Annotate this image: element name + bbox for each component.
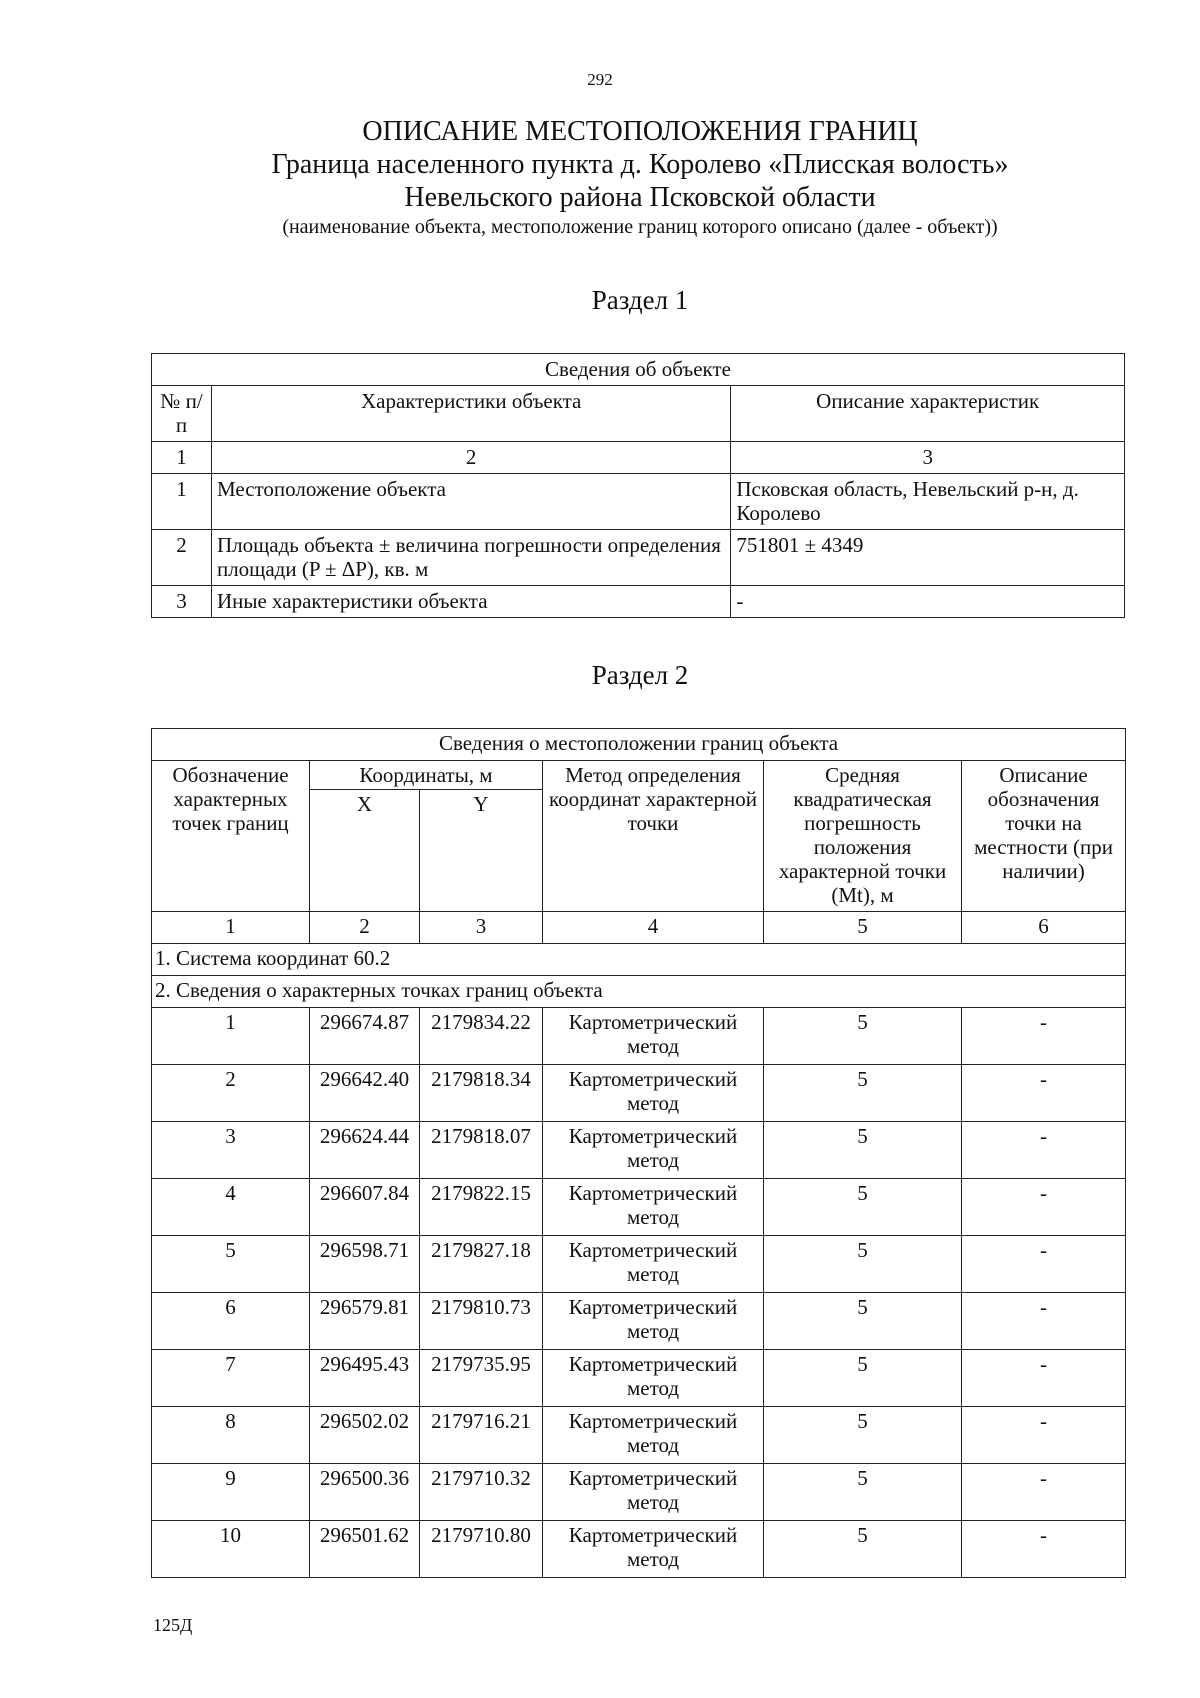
description-cell: - <box>731 586 1125 618</box>
table-row <box>152 474 1125 530</box>
coordinate-system: 1. Система координат 60.2 <box>152 944 1126 976</box>
characteristic-cell: Площадь объекта ± величина погрешности определения площади (P ± ΔP), кв. м <box>211 530 730 586</box>
point-description-cell: - <box>962 1065 1126 1122</box>
method-cell: Картометрический метод <box>543 1179 764 1236</box>
error-cell: 5 <box>764 1293 962 1350</box>
y-coordinate-cell: 2179716.21 <box>420 1407 543 1464</box>
footer-code: 125Д <box>153 1615 193 1635</box>
x-coordinate-cell: 296607.84 <box>310 1179 420 1236</box>
point-description-cell: - <box>962 1521 1126 1578</box>
table-row <box>152 1065 1126 1122</box>
method-cell: Картометрический метод <box>543 1008 764 1065</box>
header-point: Обозначение характерных точек границ <box>152 761 310 912</box>
table-row <box>152 1350 1126 1407</box>
x-coordinate-cell: 296501.62 <box>310 1521 420 1578</box>
column-number: 1 <box>152 442 212 474</box>
x-coordinate-cell: 296579.81 <box>310 1293 420 1350</box>
title-note: (наименование объекта, местоположение границ которого описано (далее - объект)) <box>282 216 998 238</box>
header-characteristic: Характеристики объекта <box>211 386 730 442</box>
row-number: 2 <box>152 530 212 586</box>
point-description-cell: - <box>962 1293 1126 1350</box>
characteristic-cell: Местоположение объекта <box>211 474 730 530</box>
y-coordinate-cell: 2179735.95 <box>420 1350 543 1407</box>
section-2-heading: Раздел 2 <box>591 660 689 690</box>
characteristic-cell: Иные характеристики объекта <box>211 586 730 618</box>
point-description-cell: - <box>962 1350 1126 1407</box>
y-coordinate-cell: 2179834.22 <box>420 1008 543 1065</box>
table-row <box>152 1008 1126 1065</box>
method-cell: Картометрический метод <box>543 1407 764 1464</box>
table-title: Сведения об объекте <box>152 354 1125 386</box>
x-coordinate-cell: 296598.71 <box>310 1236 420 1293</box>
header-y: Y <box>420 790 543 912</box>
point-description-cell: - <box>962 1008 1126 1065</box>
page-number: 292 <box>587 70 613 89</box>
header-coordinates: Координаты, м <box>310 761 543 790</box>
method-cell: Картометрический метод <box>543 1122 764 1179</box>
column-number: 2 <box>211 442 730 474</box>
y-coordinate-cell: 2179818.07 <box>420 1122 543 1179</box>
point-description-cell: - <box>962 1407 1126 1464</box>
title-line-3: Невельского района Псковской области <box>404 182 876 213</box>
description-cell: 751801 ± 4349 <box>731 530 1125 586</box>
error-cell: 5 <box>764 1350 962 1407</box>
point-label-cell: 5 <box>152 1236 310 1293</box>
error-cell: 5 <box>764 1065 962 1122</box>
table-row <box>152 1464 1126 1521</box>
table-row <box>152 1293 1126 1350</box>
y-coordinate-cell: 2179710.32 <box>420 1464 543 1521</box>
method-cell: Картометрический метод <box>543 1521 764 1578</box>
point-label-cell: 8 <box>152 1407 310 1464</box>
table-row <box>152 1179 1126 1236</box>
x-coordinate-cell: 296502.02 <box>310 1407 420 1464</box>
x-coordinate-cell: 296495.43 <box>310 1350 420 1407</box>
method-cell: Картометрический метод <box>543 1350 764 1407</box>
section-1-heading: Раздел 1 <box>591 285 689 315</box>
point-label-cell: 2 <box>152 1065 310 1122</box>
header-number: № п/п <box>152 386 212 442</box>
y-coordinate-cell: 2179822.15 <box>420 1179 543 1236</box>
error-cell: 5 <box>764 1122 962 1179</box>
points-body <box>152 1008 1126 1578</box>
table-row <box>152 1236 1126 1293</box>
point-label-cell: 1 <box>152 1008 310 1065</box>
x-coordinate-cell: 296500.36 <box>310 1464 420 1521</box>
table-row <box>152 586 1125 618</box>
title-line-2: Граница населенного пункта д. Королево «Плисская волость» <box>271 149 1009 180</box>
column-number: 3 <box>420 912 543 944</box>
row-number: 1 <box>152 474 212 530</box>
point-label-cell: 6 <box>152 1293 310 1350</box>
column-number: 6 <box>962 912 1126 944</box>
header-method: Метод определения координат характерной точки <box>543 761 764 912</box>
error-cell: 5 <box>764 1407 962 1464</box>
error-cell: 5 <box>764 1464 962 1521</box>
point-description-cell: - <box>962 1122 1126 1179</box>
table-row <box>152 1407 1126 1464</box>
point-description-cell: - <box>962 1179 1126 1236</box>
x-coordinate-cell: 296624.44 <box>310 1122 420 1179</box>
point-label-cell: 3 <box>152 1122 310 1179</box>
y-coordinate-cell: 2179827.18 <box>420 1236 543 1293</box>
y-coordinate-cell: 2179710.80 <box>420 1521 543 1578</box>
table-row <box>152 1122 1126 1179</box>
column-number: 5 <box>764 912 962 944</box>
x-coordinate-cell: 296642.40 <box>310 1065 420 1122</box>
point-label-cell: 7 <box>152 1350 310 1407</box>
object-info-table <box>151 353 1125 618</box>
y-coordinate-cell: 2179818.34 <box>420 1065 543 1122</box>
column-number: 1 <box>152 912 310 944</box>
boundary-points-table <box>151 728 1126 1578</box>
error-cell: 5 <box>764 1236 962 1293</box>
column-number: 4 <box>543 912 764 944</box>
header-description: Описание характеристик <box>731 386 1125 442</box>
points-section-header: 2. Сведения о характерных точках границ объекта <box>152 976 1126 1008</box>
header-error: Средняя квадратическая погрешность положения характерной точки (Mt), м <box>764 761 962 912</box>
column-number: 3 <box>731 442 1125 474</box>
error-cell: 5 <box>764 1008 962 1065</box>
x-coordinate-cell: 296674.87 <box>310 1008 420 1065</box>
header-x: X <box>310 790 420 912</box>
title-line-1: ОПИСАНИЕ МЕСТОПОЛОЖЕНИЯ ГРАНИЦ <box>362 116 918 147</box>
method-cell: Картометрический метод <box>543 1293 764 1350</box>
table-row <box>152 530 1125 586</box>
method-cell: Картометрический метод <box>543 1464 764 1521</box>
error-cell: 5 <box>764 1521 962 1578</box>
table-title: Сведения о местоположении границ объекта <box>152 729 1126 761</box>
table-row <box>152 1521 1126 1578</box>
column-number: 2 <box>310 912 420 944</box>
point-label-cell: 9 <box>152 1464 310 1521</box>
document-title <box>0 115 1200 240</box>
point-description-cell: - <box>962 1464 1126 1521</box>
header-description: Описание обозначения точки на местности (при наличии) <box>962 761 1126 912</box>
point-label-cell: 10 <box>152 1521 310 1578</box>
row-number: 3 <box>152 586 212 618</box>
description-cell: Псковская область, Невельский р-н, д. Королево <box>731 474 1125 530</box>
method-cell: Картометрический метод <box>543 1065 764 1122</box>
point-label-cell: 4 <box>152 1179 310 1236</box>
error-cell: 5 <box>764 1179 962 1236</box>
point-description-cell: - <box>962 1236 1126 1293</box>
y-coordinate-cell: 2179810.73 <box>420 1293 543 1350</box>
method-cell: Картометрический метод <box>543 1236 764 1293</box>
